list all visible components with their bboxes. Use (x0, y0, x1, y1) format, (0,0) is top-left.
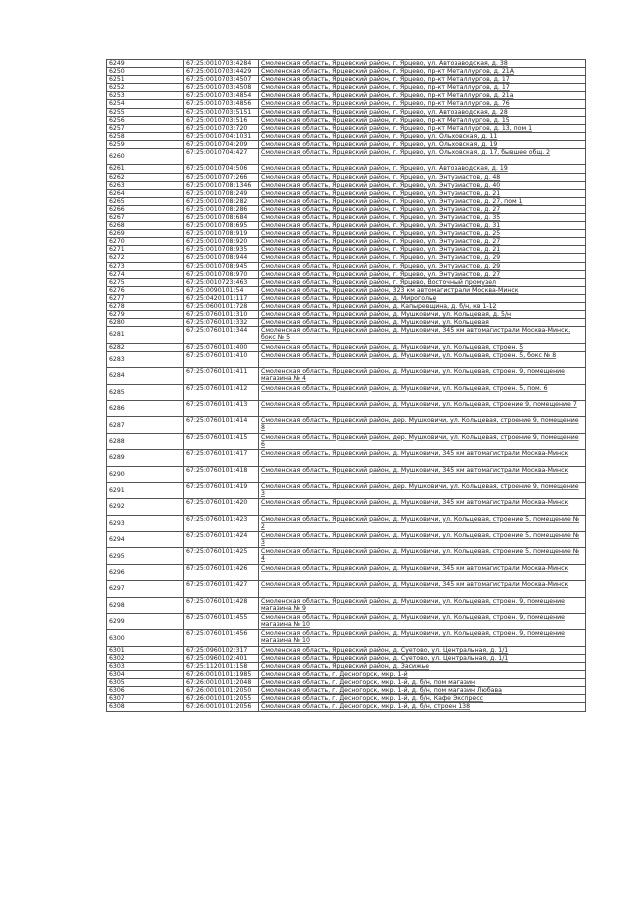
table-row (107, 687, 586, 695)
row-number: 6300 (107, 630, 184, 646)
table-row (107, 654, 586, 662)
address: Смоленская область, Ярцевский район, г. Ярцево, ул. Автозаводская, д. 28 (259, 108, 586, 116)
row-number: 6289 (107, 450, 184, 466)
table-row (107, 417, 586, 433)
table-row (107, 60, 586, 68)
table-row (107, 368, 586, 384)
table-row (107, 532, 586, 548)
address: Смоленская область, Ярцевский район, д. Мушковичи, ул. Кольцевая, строен. 9, помещение магазина № 10 (259, 630, 586, 646)
table-row (107, 149, 586, 165)
table-row (107, 351, 586, 367)
cadastral-number: 67:25:0010708:919 (184, 230, 259, 238)
row-number: 6259 (107, 140, 184, 148)
cadastral-number: 67:25:0760101:310 (184, 311, 259, 319)
row-number: 6261 (107, 165, 184, 173)
address: Смоленская область, Ярцевский район, г. Ярцево, ул. Автозаводская, д. 19 (259, 165, 586, 173)
cadastral-number: 67:25:0010703:5151 (184, 108, 259, 116)
row-number: 6296 (107, 564, 184, 580)
table-row (107, 173, 586, 181)
row-number: 6280 (107, 319, 184, 327)
address: Смоленская область, Ярцевский район, д. Капыревщина, д. б/н, кв 1-12 (259, 303, 586, 311)
table-row (107, 384, 586, 400)
cadastral-number: 67:25:0760101:419 (184, 482, 259, 498)
table-row (107, 703, 586, 711)
row-number: 6255 (107, 108, 184, 116)
table-row (107, 238, 586, 246)
cadastral-number: 67:25:0760101:410 (184, 351, 259, 367)
table-row (107, 213, 586, 221)
row-number: 6258 (107, 132, 184, 140)
table-row (107, 181, 586, 189)
row-number: 6278 (107, 303, 184, 311)
address: Смоленская область, Ярцевский район, г. Ярцево, ул. Энтузиастов, д. 25 (259, 230, 586, 238)
row-number: 6284 (107, 368, 184, 384)
cadastral-number: 67:25:0760101:426 (184, 564, 259, 580)
row-number: 6267 (107, 213, 184, 221)
address: Смоленская область, Ярцевский район, д. Суетово, ул. Центральная, д. 1/1 (259, 654, 586, 662)
row-number: 6304 (107, 671, 184, 679)
cadastral-number: 67:25:0760101:456 (184, 630, 259, 646)
cadastral-number: 67:25:0010703:4284 (184, 60, 259, 68)
cadastral-number: 67:25:0010704:506 (184, 165, 259, 173)
cadastral-number: 67:25:0420101:117 (184, 294, 259, 302)
address: Смоленская область, Ярцевский район, г. Ярцево, пр-кт Металлургов, д. 76 (259, 100, 586, 108)
table-row (107, 222, 586, 230)
table-row (107, 165, 586, 173)
table-row (107, 294, 586, 302)
cadastral-number: 67:25:0010703:516 (184, 116, 259, 124)
address: Смоленская область, Ярцевский район, г. Ярцево, ул. Энтузиастов, д. 48 (259, 173, 586, 181)
table-row (107, 92, 586, 100)
row-number: 6303 (107, 663, 184, 671)
table-row (107, 132, 586, 140)
table-row (107, 515, 586, 531)
row-number: 6287 (107, 417, 184, 433)
table-row (107, 270, 586, 278)
row-number: 6251 (107, 76, 184, 84)
address: Смоленская область, Ярцевский район, г. Ярцево, ул. Энтузиастов, д. 31 (259, 222, 586, 230)
row-number: 6273 (107, 262, 184, 270)
row-number: 6275 (107, 278, 184, 286)
address: Смоленская область, г. Десногорск, мкр. 1-й, д. б/н, пом магазин (259, 679, 586, 687)
cadastral-number: 67:25:0010707:266 (184, 173, 259, 181)
table-row (107, 116, 586, 124)
cadastral-number: 67:25:0960102:317 (184, 646, 259, 654)
cadastral-number: 67:25:0760101:424 (184, 532, 259, 548)
address: Смоленская область, Ярцевский район, г. Ярцево, ул. Энтузиастов, д. 35 (259, 213, 586, 221)
row-number: 6285 (107, 384, 184, 400)
cadastral-number: 67:25:0010708:970 (184, 270, 259, 278)
row-number: 6262 (107, 173, 184, 181)
address: Смоленская область, Ярцевский район, д. Мушковичи, ул. Кольцевая (259, 319, 586, 327)
cadastral-number: 67:25:0010703:4508 (184, 84, 259, 92)
row-number: 6265 (107, 197, 184, 205)
table-row (107, 581, 586, 597)
row-number: 6286 (107, 400, 184, 416)
row-number: 6291 (107, 482, 184, 498)
address: Смоленская область, Ярцевский район, д. Мушковичи, 345 км автомагистрали Москва-Минск (259, 564, 586, 580)
cadastral-number: 67:25:0010708:286 (184, 205, 259, 213)
cadastral-number: 67:25:1120101:158 (184, 663, 259, 671)
address: Смоленская область, Ярцевский район, г. Ярцево, ул. Энтузиастов, д. 27 (259, 205, 586, 213)
address: Смоленская область, Ярцевский район, г. Ярцево, ул. Энтузиастов, д. 29 (259, 254, 586, 262)
table-row (107, 343, 586, 351)
cadastral-number: 67:26:0010101:2048 (184, 679, 259, 687)
row-number: 6260 (107, 149, 184, 165)
row-number: 6266 (107, 205, 184, 213)
table-row (107, 614, 586, 630)
cadastral-number: 67:25:0010708:945 (184, 262, 259, 270)
address: Смоленская область, Ярцевский район, г. Ярцево, ул. Ольховская, д. 11 (259, 132, 586, 140)
table-row (107, 548, 586, 564)
address: Смоленская область, Ярцевский район, г. Ярцево, пр-кт Металлургов, д. 13, пом 1 (259, 124, 586, 132)
row-number: 6308 (107, 703, 184, 711)
cadastral-number: 67:25:0010708:1346 (184, 181, 259, 189)
address: Смоленская область, Ярцевский район, д. Мушковичи, ул. Кольцевая, строен. 5, пом. 6 (259, 384, 586, 400)
address: Смоленская область, Ярцевский район, г. Ярцево, ул. Энтузиастов, д. 27 (259, 270, 586, 278)
address: Смоленская область, Ярцевский район, дер. Мушковичи, ул. Кольцевая, строение 9, помещение 3 (259, 482, 586, 498)
cadastral-number: 67:25:0760101:400 (184, 343, 259, 351)
table-row (107, 433, 586, 449)
table-row (107, 230, 586, 238)
cadastral-number: 67:25:0010708:920 (184, 238, 259, 246)
cadastral-number: 67:25:0600101:728 (184, 303, 259, 311)
cadastral-number: 67:25:0010703:4856 (184, 100, 259, 108)
cadastral-number: 67:25:0010704:427 (184, 149, 259, 165)
cadastral-number: 67:25:0760101:412 (184, 384, 259, 400)
row-number: 6257 (107, 124, 184, 132)
row-number: 6250 (107, 68, 184, 76)
address: Смоленская область, Ярцевский район, д. Мушковичи, ул. Кольцевая, строение 5, помещение № 2 (259, 515, 586, 531)
cadastral-number: 67:25:0760101:420 (184, 499, 259, 515)
address: Смоленская область, Ярцевский район, 323 км автомагистрали Москва-Минск (259, 286, 586, 294)
table-row (107, 140, 586, 148)
cadastral-number: 67:25:0010704:209 (184, 140, 259, 148)
table-row (107, 663, 586, 671)
table-row (107, 84, 586, 92)
address: Смоленская область, Ярцевский район, д. Мушковичи, ул. Кольцевая, строен. 9, помещение магазина № 4 (259, 368, 586, 384)
address: Смоленская область, Ярцевский район, г. Ярцево, пр-кт Металлургов, д. 15 (259, 116, 586, 124)
address: Смоленская область, Ярцевский район, д. Мушковичи, 345 км автомагистрали Москва-Минск (259, 450, 586, 466)
address: Смоленская область, Ярцевский район, д. Мушковичи, 345 км автомагистрали Москва-Минск (259, 499, 586, 515)
address: Смоленская область, Ярцевский район, г. Ярцево, ул. Энтузиастов, д. 40 (259, 181, 586, 189)
cadastral-number: 67:25:0760101:344 (184, 327, 259, 343)
cadastral-number: 67:25:0760101:455 (184, 614, 259, 630)
row-number: 6290 (107, 466, 184, 482)
row-number: 6272 (107, 254, 184, 262)
cadastral-number: 67:25:0960102:401 (184, 654, 259, 662)
table-row (107, 197, 586, 205)
table-row (107, 254, 586, 262)
row-number: 6298 (107, 597, 184, 613)
row-number: 6301 (107, 646, 184, 654)
address: Смоленская область, Ярцевский район, г. Ярцево, пр-кт Металлургов, д. 21а (259, 92, 586, 100)
address: Смоленская область, Ярцевский район, г. Ярцево, ул. Энтузиастов, д. 21 (259, 246, 586, 254)
table-body (107, 60, 586, 712)
address: Смоленская область, Ярцевский район, г. Ярцево, ул. Ольховская, д. 19 (259, 140, 586, 148)
cadastral-number: 67:25:0010703:720 (184, 124, 259, 132)
table-row (107, 671, 586, 679)
document-page (106, 59, 580, 712)
cadastral-number: 67:25:0010708:935 (184, 246, 259, 254)
row-number: 6302 (107, 654, 184, 662)
address: Смоленская область, Ярцевский район, г. Ярцево, ул. Энтузиастов, д. 27 (259, 238, 586, 246)
row-number: 6297 (107, 581, 184, 597)
address: Смоленская область, г. Десногорск, мкр. 1-й (259, 671, 586, 679)
address: Смоленская область, Ярцевский район, г. Ярцево, пр-кт Металлургов, д. 17 (259, 84, 586, 92)
address: Смоленская область, Ярцевский район, д. Мушковичи, ул. Кольцевая, строение 5, помещение № 3 (259, 532, 586, 548)
row-number: 6252 (107, 84, 184, 92)
cadastral-number: 67:26:0010101:1985 (184, 671, 259, 679)
cadastral-number: 67:25:0010708:695 (184, 222, 259, 230)
address: Смоленская область, Ярцевский район, г. Ярцево, ул. Энтузиастов, д. 27, пом 1 (259, 197, 586, 205)
address: Смоленская область, Ярцевский район, д. Мушковичи, ул. Кольцевая, строен. 9, помещение магазина № 10 (259, 614, 586, 630)
table-row (107, 646, 586, 654)
row-number: 6270 (107, 238, 184, 246)
cadastral-number: 67:25:0010703:4429 (184, 68, 259, 76)
row-number: 6271 (107, 246, 184, 254)
cadastral-number: 67:25:0760101:428 (184, 597, 259, 613)
cadastral-number: 67:25:0010708:282 (184, 197, 259, 205)
cadastral-number: 67:25:0760101:414 (184, 417, 259, 433)
cadastral-number: 67:25:0010703:4854 (184, 92, 259, 100)
cadastral-number: 67:25:0760101:417 (184, 450, 259, 466)
table-row (107, 482, 586, 498)
table-row (107, 564, 586, 580)
address: Смоленская область, Ярцевский район, г. Ярцево, пр-кт Металлургов, д. 21А (259, 68, 586, 76)
address: Смоленская область, Ярцевский район, г. Ярцево, ул. Автозаводская, д. 38 (259, 60, 586, 68)
row-number: 6305 (107, 679, 184, 687)
table-row (107, 246, 586, 254)
cadastral-number: 67:25:0760101:332 (184, 319, 259, 327)
row-number: 6263 (107, 181, 184, 189)
address: Смоленская область, Ярцевский район, г. Ярцево, ул. Энтузиастов, д. 21 (259, 189, 586, 197)
cadastral-number: 67:25:0760101:427 (184, 581, 259, 597)
row-number: 6264 (107, 189, 184, 197)
address: Смоленская область, Ярцевский район, д. Мушковичи, ул. Кольцевая, д. 5/н (259, 311, 586, 319)
cadastral-number: 67:25:0760101:423 (184, 515, 259, 531)
cadastral-number: 67:25:0760101:415 (184, 433, 259, 449)
cadastral-number: 67:26:0010101:2050 (184, 687, 259, 695)
address: Смоленская область, Ярцевский район, д. Суетово, ул. Центральная, д. 1/1 (259, 646, 586, 654)
table-row (107, 108, 586, 116)
table-row (107, 597, 586, 613)
cadastral-number: 67:25:0760101:411 (184, 368, 259, 384)
row-number: 6256 (107, 116, 184, 124)
address: Смоленская область, Ярцевский район, д. Засижье (259, 663, 586, 671)
address: Смоленская область, Ярцевский район, д. Мироголье (259, 294, 586, 302)
cadastral-number: 67:25:0010708:684 (184, 213, 259, 221)
row-number: 6279 (107, 311, 184, 319)
row-number: 6281 (107, 327, 184, 343)
cadastral-number: 67:25:0010723:463 (184, 278, 259, 286)
table-row (107, 466, 586, 482)
table-row (107, 68, 586, 76)
table-row (107, 278, 586, 286)
address: Смоленская область, Ярцевский район, д. Мушковичи, ул. Кольцевая, строение 5, помещение № 4 (259, 548, 586, 564)
cadastral-number: 67:25:0760101:418 (184, 466, 259, 482)
address: Смоленская область, Ярцевский район, д. Мушковичи, ул. Кольцевая, строен. 5, бокс № 8 (259, 351, 586, 367)
row-number: 6293 (107, 515, 184, 531)
address: Смоленская область, Ярцевский район, г. Ярцево, Восточный промузел (259, 278, 586, 286)
address: Смоленская область, г. Десногорск, мкр. 1-й, д. б/н, строен 138 (259, 703, 586, 711)
table-row (107, 630, 586, 646)
row-number: 6249 (107, 60, 184, 68)
table-row (107, 450, 586, 466)
row-number: 6282 (107, 343, 184, 351)
table-row (107, 400, 586, 416)
table-row (107, 679, 586, 687)
row-number: 6254 (107, 100, 184, 108)
address: Смоленская область, Ярцевский район, дер. Мушковичи, ул. Кольцевая, строение 9, помещение 6 (259, 433, 586, 449)
row-number: 6299 (107, 614, 184, 630)
cadastral-number: 67:25:0010703:4507 (184, 76, 259, 84)
table-row (107, 262, 586, 270)
table-row (107, 100, 586, 108)
address: Смоленская область, Ярцевский район, г. Ярцево, пр-кт Металлургов, д. 17 (259, 76, 586, 84)
row-number: 6277 (107, 294, 184, 302)
table-row (107, 311, 586, 319)
address: Смоленская область, г. Десногорск, мкр. 1-й, д. б/н, пом магазин Любава (259, 687, 586, 695)
row-number: 6276 (107, 286, 184, 294)
table-row (107, 124, 586, 132)
row-number: 6269 (107, 230, 184, 238)
row-number: 6283 (107, 351, 184, 367)
row-number: 6294 (107, 532, 184, 548)
cadastral-number: 67:25:0760101:413 (184, 400, 259, 416)
address: Смоленская область, г. Десногорск, мкр. 1-й, д. б/н, Кафе Экспресс (259, 695, 586, 703)
table-row (107, 499, 586, 515)
cadastral-number: 67:25:0760101:425 (184, 548, 259, 564)
address: Смоленская область, Ярцевский район, д. Мушковичи, ул. Кольцевая, строен. 9, помещение магазина № 9 (259, 597, 586, 613)
address: Смоленская область, Ярцевский район, д. Мушковичи, 345 км автомагистрали Москва-Минск, бокс № 5 (259, 327, 586, 343)
cadastral-number: 67:25:0010708:944 (184, 254, 259, 262)
table-row (107, 327, 586, 343)
address: Смоленская область, Ярцевский район, д. Мушковичи, 345 км автомагистрали Москва-Минск (259, 581, 586, 597)
row-number: 6274 (107, 270, 184, 278)
row-number: 6253 (107, 92, 184, 100)
address: Смоленская область, Ярцевский район, г. Ярцево, ул. Энтузиастов, д. 29 (259, 262, 586, 270)
table-row (107, 189, 586, 197)
address: Смоленская область, Ярцевский район, г. Ярцево, ул. Ольховская, д. 17, бывшее общ. 2 (259, 149, 586, 165)
row-number: 6295 (107, 548, 184, 564)
table-row (107, 303, 586, 311)
cadastral-number: 67:25:0090101:54 (184, 286, 259, 294)
table-row (107, 695, 586, 703)
address: Смоленская область, Ярцевский район, д. Мушковичи, 345 км автомагистрали Москва-Минск (259, 466, 586, 482)
row-number: 6288 (107, 433, 184, 449)
table-row (107, 286, 586, 294)
row-number: 6268 (107, 222, 184, 230)
address: Смоленская область, Ярцевский район, д. Мушковичи, ул. Кольцевая, строен. 5 (259, 343, 586, 351)
cadastral-number: 67:25:0010704:1031 (184, 132, 259, 140)
cadastral-number: 67:26:0010101:2056 (184, 703, 259, 711)
table-row (107, 205, 586, 213)
row-number: 6306 (107, 687, 184, 695)
row-number: 6307 (107, 695, 184, 703)
property-table (106, 59, 586, 712)
cadastral-number: 67:25:0010708:249 (184, 189, 259, 197)
address: Смоленская область, Ярцевский район, дер. Мушковичи, ул. Кольцевая, строение 9, помещение 8 (259, 417, 586, 433)
address: Смоленская область, Ярцевский район, д. Мушковичи, ул. Кольцевая, строение 9, помещение 7 (259, 400, 586, 416)
cadastral-number: 67:26:0010101:2055 (184, 695, 259, 703)
row-number: 6292 (107, 499, 184, 515)
table-row (107, 76, 586, 84)
table-row (107, 319, 586, 327)
